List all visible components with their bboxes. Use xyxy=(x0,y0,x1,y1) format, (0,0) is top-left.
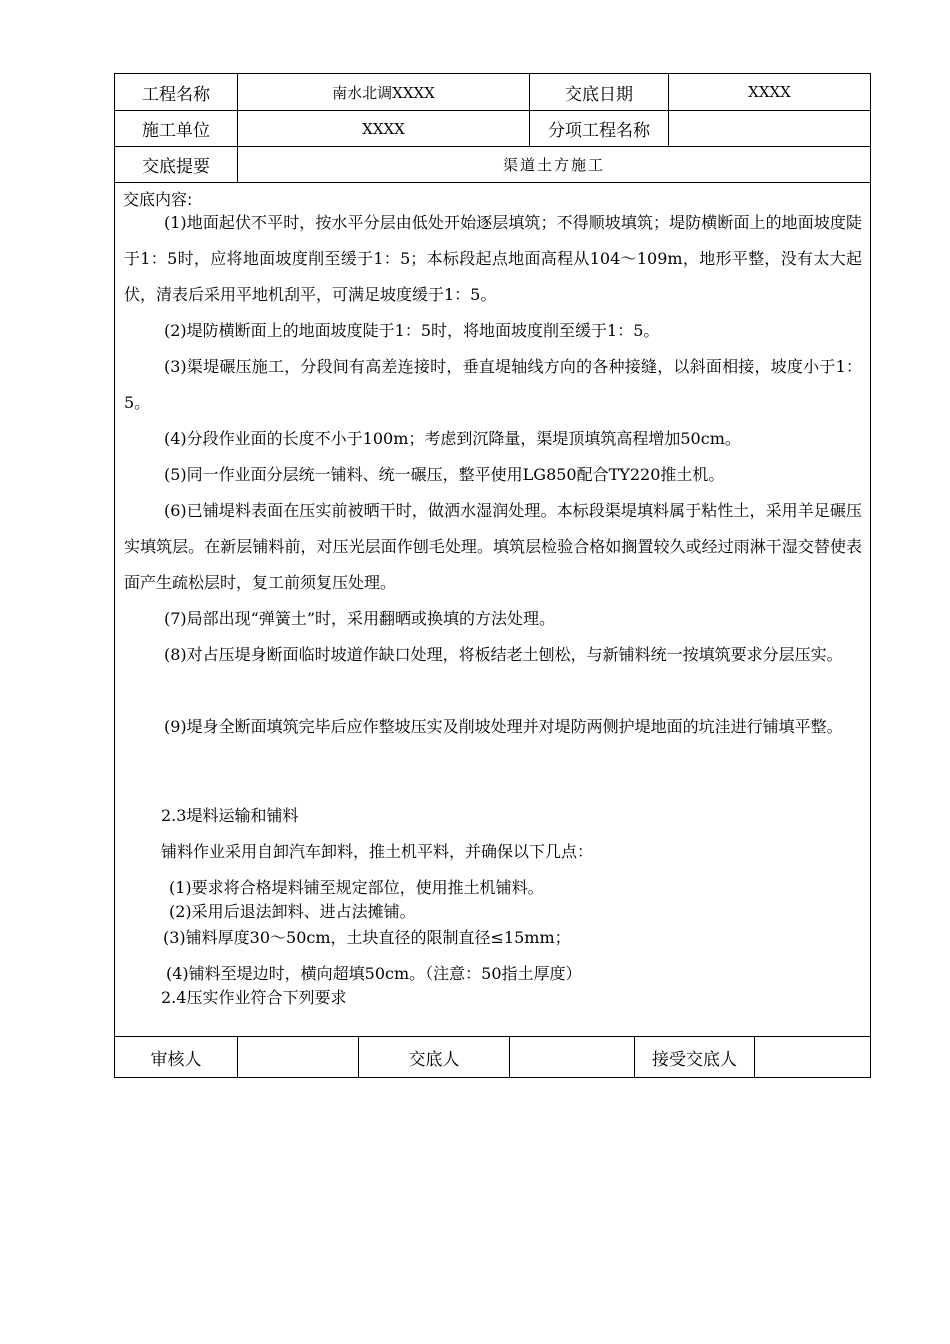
content-paragraph-8: (8)对占压堤身断面临时坡道作缺口处理，将板结老土刨松，与新铺料统一按填筑要求分层压实。 xyxy=(164,645,843,664)
content-paragraph-4: (4)分段作业面的长度不小于100m；考虑到沉降量，渠堤顶填筑高程增加50cm。 xyxy=(164,429,741,448)
content-paragraph-7: (7)局部出现“弹簧土”时，采用翻晒或换填的方法处理。 xyxy=(164,609,556,628)
receiver-label: 接受交底人 xyxy=(635,1037,755,1077)
content-paragraph-3: (3)渠堤碾压施工，分段间有高差连接时，垂直堤轴线方向的各种接缝，以斜面相接，坡度小于1：5。 xyxy=(124,357,862,412)
content-paragraph-5: (5)同一作业面分层统一铺料、统一碾压，整平使用LG850配合TY220推土机。 xyxy=(164,465,725,484)
reviewer-value xyxy=(238,1037,359,1077)
presenter-value xyxy=(510,1037,635,1077)
section-2-3-item-2: (2)采用后退法卸料、进占法摊铺。 xyxy=(169,902,416,921)
section-2-3-item-1: (1)要求将合格堤料铺至规定部位，使用推土机铺料。 xyxy=(169,878,544,897)
section-2-3-title: 2.3堤料运输和铺料 xyxy=(161,806,299,825)
section-2-3-item-3: (3)铺料厚度30～50cm，土块直径的限制直径≤15mm； xyxy=(163,928,571,947)
receiver-value xyxy=(755,1037,870,1077)
row-construction-unit xyxy=(115,111,870,147)
sub-project-value xyxy=(669,111,870,146)
section-2-4-title: 2.4压实作业符合下列要求 xyxy=(161,988,347,1007)
content-paragraph-1: (1)地面起伏不平时，按水平分层由低处开始逐层填筑；不得顺坡填筑；堤防横断面上的地面坡度陡于1：5时，应将地面坡度削至缓于1：5；本标段起点地面高程从104～109m，地形平整，没有太大起伏，清表后采用平地机刮平，可满足坡度缓于1：5。 xyxy=(124,213,862,304)
project-name-value: 南水北调XXXX xyxy=(238,74,530,110)
disclosure-form xyxy=(114,73,871,1078)
date-label: 交底日期 xyxy=(530,74,669,110)
signature-row xyxy=(115,1037,870,1077)
unit-label: 施工单位 xyxy=(115,111,238,146)
sub-project-label: 分项工程名称 xyxy=(530,111,669,146)
content-paragraph-6: (6)已铺堤料表面在压实前被晒干时，做洒水湿润处理。本标段渠堤填料属于粘性土，采用羊足碾压实填筑层。在新层铺料前，对压光层面作刨毛处理。填筑层检验合格如搁置较久或经过雨淋干湿交替使表面产生疏松层时，复工前须复压处理。 xyxy=(124,501,862,592)
unit-value: XXXX xyxy=(238,111,530,146)
date-value: XXXX xyxy=(748,83,791,101)
content-label: 交底内容: xyxy=(123,190,193,209)
row-project-name xyxy=(115,74,870,111)
row-summary xyxy=(115,147,870,183)
section-2-3-intro: 铺料作业采用自卸汽车卸料，推土机平料，并确保以下几点： xyxy=(161,842,594,861)
presenter-label: 交底人 xyxy=(359,1037,510,1077)
content-section xyxy=(115,183,870,1037)
reviewer-label: 审核人 xyxy=(115,1037,238,1077)
content-paragraph-9: (9)堤身全断面填筑完毕后应作整坡压实及削坡处理并对堤防两侧护堤地面的坑洼进行铺填平整。 xyxy=(164,717,843,736)
section-2-3-item-4: (4)铺料至堤边时，横向超填50cm。（注意：50指土厚度） xyxy=(166,964,582,983)
content-paragraph-2: (2)堤防横断面上的地面坡度陡于1：5时，将地面坡度削至缓于1：5。 xyxy=(164,321,660,340)
project-name-label: 工程名称 xyxy=(115,74,238,110)
summary-value: 渠道土方施工 xyxy=(502,156,605,174)
summary-label: 交底提要 xyxy=(115,147,238,182)
